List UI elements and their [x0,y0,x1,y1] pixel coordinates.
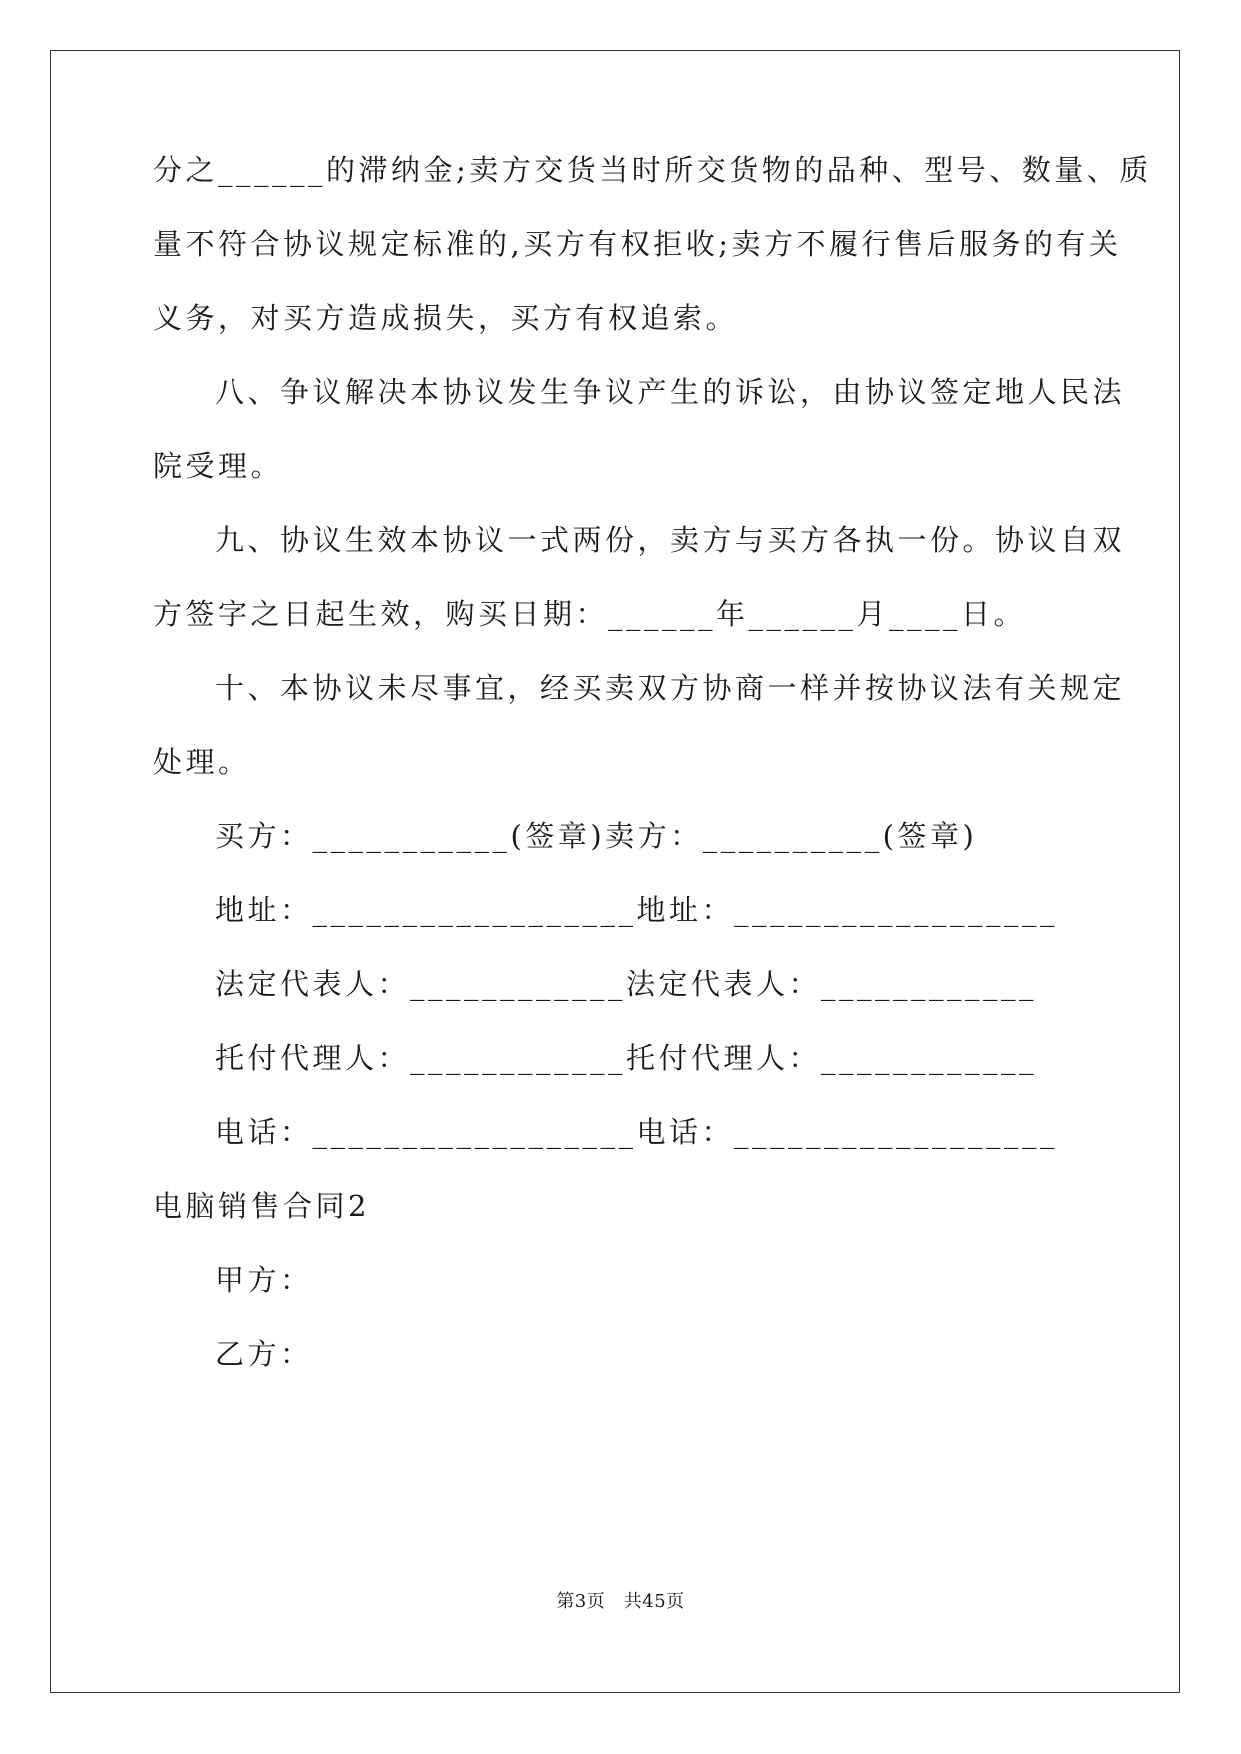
page-border [50,50,1180,1693]
clause-10-line-1: 十、本协议未尽事宜，经买卖双方协商一样并按协议法有关规定 [215,671,1126,705]
signature-legal-representative: 法定代表人：____________法定代表人：____________ [215,967,1038,1001]
signature-agent: 托付代理人：____________托付代理人：____________ [215,1041,1038,1075]
party-a-label: 甲方： [215,1263,313,1297]
section-title: 电脑销售合同2 [153,1189,370,1223]
signature-phone: 电话：__________________电话：__________________ [215,1115,1059,1149]
signature-buyer-seller: 买方：___________(签章)卖方：__________(签章) [215,819,978,853]
page-number-footer: 第3页 共45页 [556,1591,685,1612]
clause-9-line-2: 方签字之日起生效，购买日期：______年______月____日。 [153,597,1027,631]
clause-8-line-1: 八、争议解决本协议发生争议产生的诉讼，由协议签定地人民法 [215,375,1126,409]
clause-8-line-2: 院受理。 [153,449,284,483]
clause-10-line-2: 处理。 [153,745,251,779]
clause-9-line-1: 九、协议生效本协议一式两份，卖方与买方各执一份。协议自双 [215,523,1126,557]
paragraph-7-line-2: 量不符合协议规定标准的,买方有权拒收;卖方不履行售后服务的有关 [153,227,1122,261]
party-b-label: 乙方： [215,1337,313,1371]
paragraph-7-line-1: 分之______的滞纳金;卖方交货当时所交货物的品种、型号、数量、质 [153,153,1152,187]
paragraph-7-line-3: 义务，对买方造成损失，买方有权追索。 [153,301,739,335]
signature-address: 地址：__________________地址：__________________ [215,893,1059,927]
